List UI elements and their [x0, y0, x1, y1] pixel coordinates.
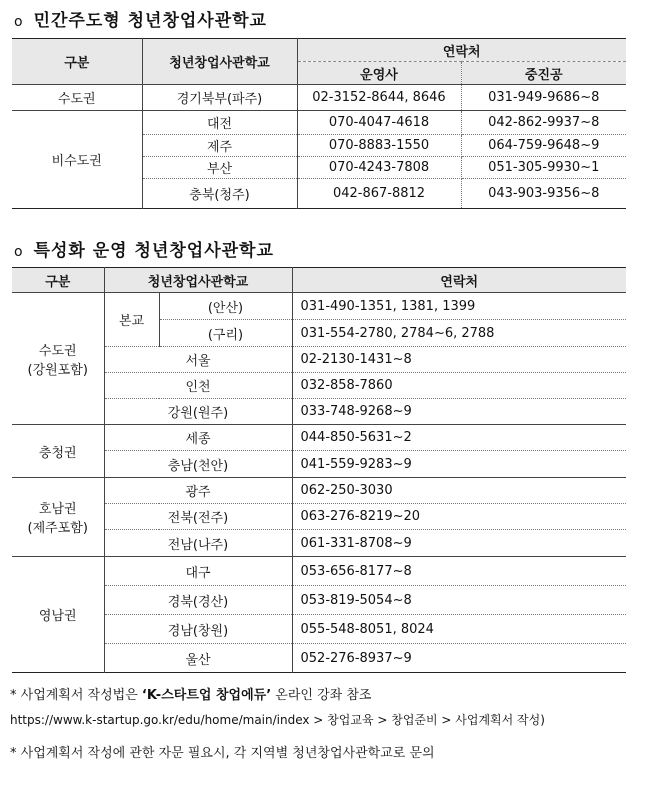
- t2-school: 인천: [104, 373, 292, 399]
- t2-school: 세종: [104, 425, 292, 451]
- t1-header-sbc: 중진공: [461, 62, 626, 85]
- t2-contact: 053-819-5054~8: [292, 586, 626, 615]
- t2-contact: 041-559-9283~9: [292, 451, 626, 478]
- section2-title-text: 특성화 운영 청년창업사관학교: [33, 241, 274, 261]
- t2-school: 경북(경산): [104, 586, 292, 615]
- t2-contact: 032-858-7860: [292, 373, 626, 399]
- t2-contact: 044-850-5631~2: [292, 425, 626, 451]
- t2-school: 광주: [104, 478, 292, 504]
- t1-school: 경기북부(파주): [142, 85, 297, 111]
- t1-school: 대전: [142, 111, 297, 135]
- note-1-suffix: 온라인 강좌 참조: [271, 688, 372, 703]
- t2-region: [12, 478, 104, 557]
- t2-region: [12, 557, 104, 673]
- t1-operator-phone: 070-8883-1550: [297, 135, 461, 157]
- t1-sbc-phone: 043-903-9356~8: [488, 186, 600, 201]
- t2-contact: 061-331-8708~9: [292, 530, 626, 557]
- t2-school: 서울: [104, 347, 292, 373]
- section1-marker: o: [14, 14, 24, 30]
- t2-region-line1: 충청권: [38, 445, 77, 461]
- t1-operator-phone: 02-3152-8644, 8646: [297, 85, 461, 111]
- t1-header-operator: 운영사: [297, 62, 461, 85]
- t2-contact: 055-548-8051, 8024: [292, 615, 626, 644]
- t1-sbc-phone: 042-862-9937~8: [461, 111, 626, 135]
- t2-header-school: 청년창업사관학교: [104, 268, 292, 293]
- t2-contact: 063-276-8219~20: [292, 504, 626, 530]
- t2-region-line1: 영남권: [38, 609, 77, 624]
- private-led-table: [12, 38, 626, 209]
- t2-region: [12, 293, 104, 425]
- t1-operator-phone: 070-4243-7808: [297, 157, 461, 179]
- t2-header-contact: 연락처: [292, 268, 626, 293]
- t2-region-line2: (강원포함): [27, 362, 88, 378]
- t1-sbc-phone: 064-759-9648~9: [461, 135, 626, 157]
- t1-sbc-phone: 031-949-9686~8: [461, 85, 626, 111]
- t2-school: 전남(나주): [104, 530, 292, 557]
- t2-school: 충남(천안): [104, 451, 292, 478]
- t1-region: 수도권: [12, 85, 142, 111]
- section1-title-text: 민간주도형 청년창업사관학교: [33, 11, 267, 31]
- specialized-table: [12, 267, 626, 673]
- t2-region: [12, 425, 104, 478]
- t2-school: 강원(원주): [104, 399, 292, 425]
- t1-operator-phone: 070-4047-4618: [297, 111, 461, 135]
- section1-title: [14, 6, 267, 31]
- t1-header-category: 구분: [12, 39, 142, 85]
- t1-header-school: 청년창업사관학교: [142, 39, 297, 85]
- t2-school: 대구: [104, 557, 292, 586]
- t1-school: 제주: [142, 135, 297, 157]
- t2-contact: 052-276-8937~9: [300, 650, 412, 666]
- t2-school: 전북(전주): [104, 504, 292, 530]
- t2-school: (구리): [159, 320, 292, 347]
- note-1-prefix: * 사업계획서 작성법은: [10, 688, 142, 703]
- t2-bongyo-label: 본교: [104, 293, 159, 347]
- t2-school: (안산): [159, 293, 292, 320]
- t2-school: 경남(창원): [104, 615, 292, 644]
- note-2: * 사업계획서 작성에 관한 자문 필요시, 각 지역별 청년창업사관학교로 문의: [10, 746, 435, 761]
- t2-contact: 031-490-1351, 1381, 1399: [292, 293, 626, 320]
- t2-contact: 062-250-3030: [292, 478, 626, 504]
- t2-contact: 053-656-8177~8: [292, 557, 626, 586]
- section2-title: [14, 236, 274, 261]
- note-1-course-name: ‘K-스타트업 창업에듀’: [141, 688, 272, 703]
- t2-contact: 02-2130-1431~8: [292, 347, 626, 373]
- note-1-url[interactable]: https://www.k-startup.go.kr/edu/home/main/index > 창업교육 > 창업준비 > 사업계획서 작성): [10, 713, 545, 727]
- t1-sbc-phone: 051-305-9930~1: [461, 157, 626, 179]
- t2-region-line2: (제주포함): [27, 521, 88, 536]
- t1-school: 부산: [142, 157, 297, 179]
- t1-operator-phone: 042-867-8812: [297, 179, 461, 209]
- note-1: [10, 684, 371, 703]
- t2-contact: 033-748-9268~9: [292, 399, 626, 425]
- t2-school: 울산: [104, 644, 292, 673]
- section2-marker: o: [14, 244, 24, 260]
- t2-region-line1: 호남권: [38, 502, 77, 517]
- t2-header-category: 구분: [12, 268, 104, 293]
- t2-contact: 031-554-2780, 2784~6, 2788: [292, 320, 626, 347]
- t2-region-line1: 수도권: [38, 343, 77, 359]
- t1-school: 충북(청주): [142, 179, 297, 209]
- t1-region: 비수도권: [12, 111, 142, 209]
- t1-header-contact: 연락처: [297, 39, 626, 62]
